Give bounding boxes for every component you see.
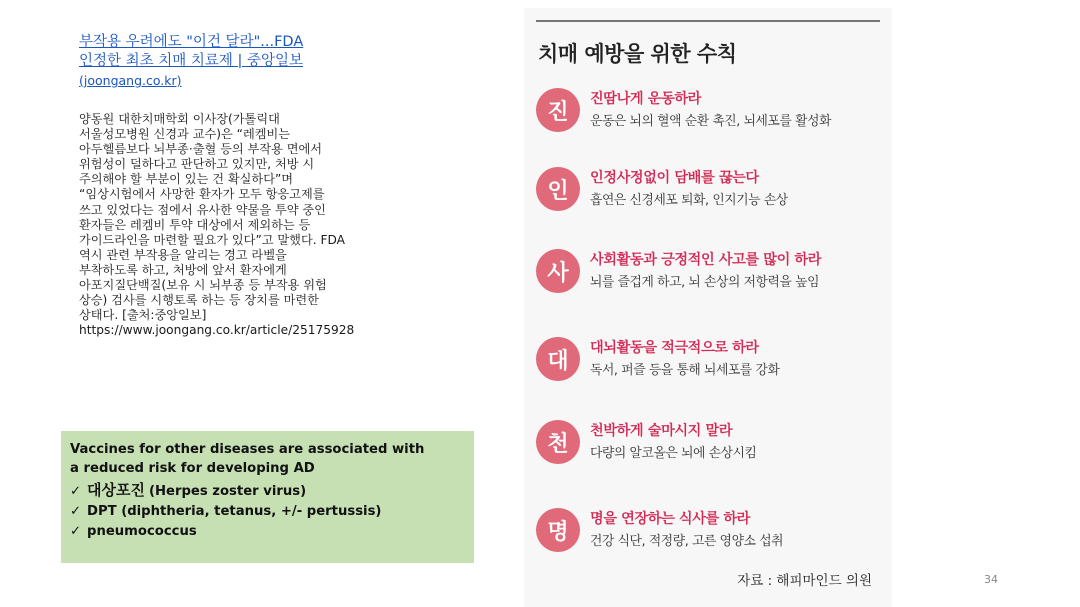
article-link-line1[interactable]: 부작용 우려에도 "이건 달라"...FDA (79, 34, 304, 50)
article-link-domain[interactable]: (joongang.co.kr) (79, 73, 182, 88)
article-body-line: 가이드라인을 마련할 필요가 있다”고 말했다. FDA (79, 232, 345, 247)
tip-item (536, 249, 886, 299)
article-body-line: 위험성이 덜하다고 판단하고 있지만, 처방 시 (79, 157, 315, 172)
article-body-line: “임상시험에서 사망한 환자가 모두 항응고제를 (79, 187, 325, 202)
tip-letter-circle-icon: 대 (536, 337, 580, 381)
tip-description: 독서, 퍼즐 등을 통해 뇌세포를 강화 (590, 363, 780, 378)
article-body-line: 아두헬름보다 뇌부종·출혈 등의 부작용 면에서 (79, 142, 323, 157)
tip-title: 진땀나게 운동하라 (590, 91, 701, 107)
article-link-line2[interactable]: 인정한 최초 치매 치료제 | 중앙일보 (79, 53, 304, 69)
vaccine-item-text: (Herpes zoster virus) (148, 484, 307, 499)
tip-letter-circle-icon: 사 (536, 249, 580, 293)
article-body-line: 역시 관련 부작용을 알리는 경고 라벨을 (79, 247, 287, 262)
checkmark-icon: ✓ (70, 484, 82, 499)
tip-title: 명을 연장하는 식사를 하라 (590, 511, 750, 527)
tip-description: 뇌를 즐겁게 하고, 뇌 손상의 저항력을 높임 (590, 275, 820, 290)
article-body-line: 환자들은 레켐비 투약 대상에서 제외하는 등 (79, 217, 311, 232)
article-body-line: 주의해야 할 부분이 있는 건 확실하다”며 (79, 172, 294, 187)
article-body-line: 상승) 검사를 시행토록 하는 등 장치를 마련한 (79, 293, 319, 308)
dementia-prevention-infographic (524, 8, 892, 607)
tip-description: 다량의 알코올은 뇌에 손상시킴 (590, 446, 757, 461)
checkmark-icon: ✓ (70, 504, 82, 519)
vaccine-item (70, 502, 465, 522)
panel-title: 치매 예방을 위한 수칙 (538, 42, 737, 66)
article-body (79, 112, 439, 338)
vaccine-heading-line2: a reduced risk for developing AD (70, 461, 315, 476)
vaccine-item (70, 480, 465, 502)
article-body-line: 상태다. [출처:중앙일보] (79, 308, 207, 323)
vaccine-callout-box (61, 431, 474, 563)
panel-divider (536, 20, 880, 22)
vaccine-item-text: DPT (diphtheria, tetanus, +/- pertussis) (87, 504, 382, 519)
vaccine-list (70, 480, 465, 542)
article-body-line: 양동원 대한치매학회 이사장(가톨릭대 (79, 112, 280, 126)
tip-title: 사회활동과 긍정적인 사고를 많이 하라 (590, 252, 822, 268)
tip-description: 흡연은 신경세포 퇴화, 인지기능 손상 (590, 193, 788, 208)
page-number: 34 (984, 573, 998, 586)
tip-letter-circle-icon: 천 (536, 420, 580, 464)
tip-item (536, 508, 886, 558)
tip-title: 천박하게 술마시지 말라 (590, 423, 733, 439)
tip-letter-circle-icon: 인 (536, 167, 580, 211)
article-source-url: https://www.joongang.co.kr/article/25175928 (79, 323, 355, 338)
tip-letter-circle-icon: 진 (536, 88, 580, 132)
article-body-line: 부착하도록 하고, 처방에 앞서 환자에게 (79, 262, 287, 277)
tip-item (536, 337, 886, 387)
article-body-line: 서울성모병원 신경과 교수)은 “레켐비는 (79, 127, 291, 142)
vaccine-item (70, 522, 465, 542)
article-body-line: 아포지질단백질(보유 시 뇌부종 등 부작용 위험 (79, 278, 327, 293)
article-section (79, 33, 439, 338)
vaccine-item-korean: 대상포진 (87, 481, 145, 499)
checkmark-icon: ✓ (70, 524, 82, 539)
tip-description: 운동은 뇌의 혈액 순환 촉진, 뇌세포를 활성화 (590, 114, 831, 129)
panel-source: 자료 : 해피마인드 의원 (737, 573, 872, 589)
article-body-line: 쓰고 있었다는 점에서 유사한 약물을 투약 중인 (79, 202, 326, 217)
tip-title: 인정사정없이 담배를 끊는다 (590, 170, 759, 186)
vaccine-heading-line1: Vaccines for other diseases are associated with (70, 442, 425, 457)
tip-description: 건강 식단, 적정량, 고른 영양소 섭취 (590, 534, 784, 549)
tip-item (536, 420, 886, 470)
tip-letter-circle-icon: 명 (536, 508, 580, 552)
tip-item (536, 88, 886, 138)
vaccine-item-text: pneumococcus (87, 524, 197, 539)
tip-item (536, 167, 886, 217)
tip-title: 대뇌활동을 적극적으로 하라 (590, 340, 759, 356)
